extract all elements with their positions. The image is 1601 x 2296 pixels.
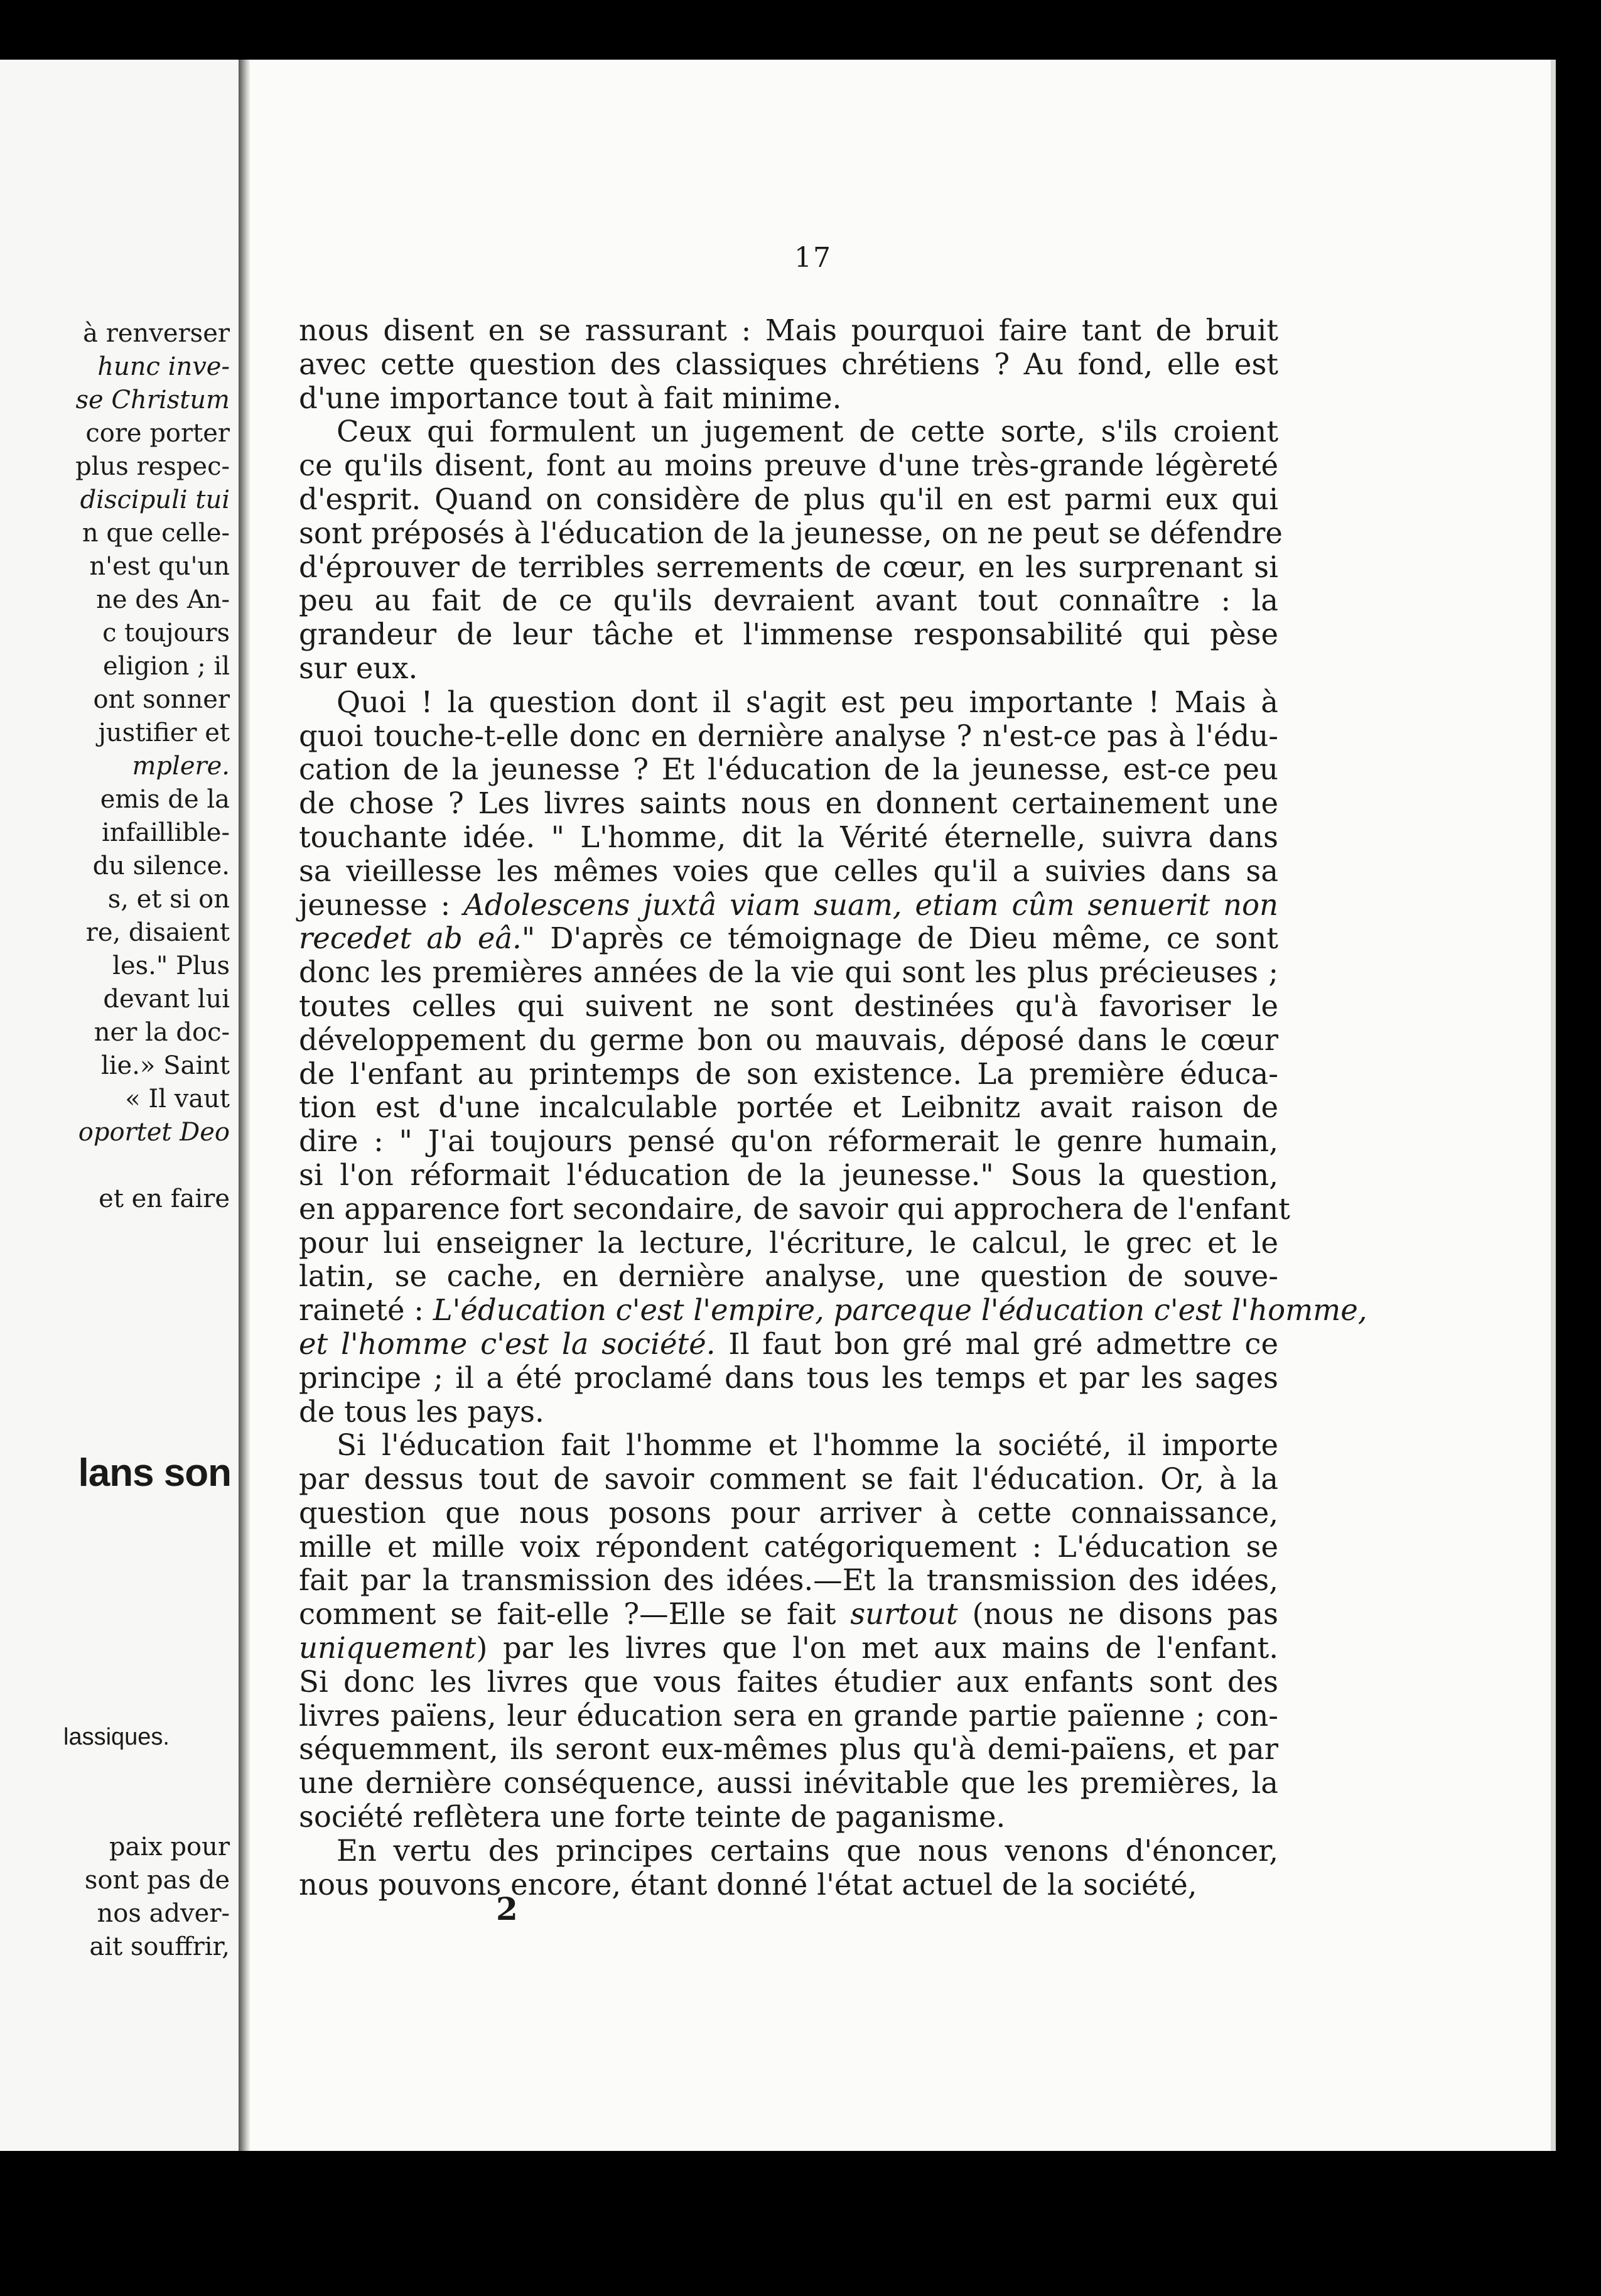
text-line: uniquement) par les livres que l'on met aux mains de l'enfant. <box>299 1631 1278 1665</box>
text-line: mille et mille voix répondent catégoriquement : L'éducation se <box>299 1529 1278 1564</box>
left-page-text-bottom <box>16 1831 230 1964</box>
text-line: recedet ab eâ." D'après ce témoignage de Dieu même, ce sont <box>299 921 1278 956</box>
signature-mark: 2 <box>496 1890 518 1927</box>
left-page-line: ne des An- <box>96 585 230 614</box>
text-line: si l'on réformait l'éducation de la jeunesse." Sous la question, <box>299 1157 1278 1192</box>
text-line: nous pouvons encore, étant donné l'état actuel de la société, <box>299 1867 1197 1902</box>
text-line: Quoi ! la question dont il s'agit est peu importante ! Mais à <box>337 685 1278 719</box>
left-page-line: n'est qu'un <box>89 552 230 581</box>
text-line: de chose ? Les livres saints nous en donnent certainement une <box>299 786 1278 821</box>
text-line: En vertu des principes certains que nous venons d'énoncer, <box>337 1833 1278 1868</box>
text-line: pour lui enseigner la lecture, l'écriture, le calcul, le grec et le <box>299 1225 1278 1260</box>
left-page-line: du silence. <box>92 852 230 880</box>
left-page-line: se Christum <box>75 386 230 414</box>
left-page-line: eligion ; il <box>103 652 230 681</box>
text-line: société reflètera une forte teinte de paganisme. <box>299 1800 1006 1834</box>
left-page-line: discipuli tui <box>80 485 230 514</box>
text-line: avec cette question des classiques chrétiens ? Au fond, elle est <box>299 347 1278 381</box>
page-number: 17 <box>794 242 832 274</box>
text-line: toutes celles qui suivent ne sont destinées qu'à favoriser le <box>299 988 1278 1023</box>
left-page-line: justifier et <box>98 718 230 747</box>
left-page-line: re, disaient <box>85 918 230 947</box>
text-line: ce qu'ils disent, font au moins preuve d'une très-grande légèreté <box>299 448 1278 483</box>
text-line: en apparence fort secondaire, de savoir qui approchera de l'enfant <box>299 1191 1290 1226</box>
left-page-line: à renverser <box>83 319 230 348</box>
left-page-line: devant lui <box>103 985 230 1014</box>
book-gutter <box>239 60 250 2151</box>
left-page-text-top <box>16 317 230 1216</box>
text-line: latin, se cache, en dernière analyse, une question de souve- <box>299 1259 1278 1294</box>
left-page-line: les." Plus <box>112 951 230 980</box>
left-page-line: ait souffrir, <box>89 1932 230 1961</box>
paragraph <box>299 414 1283 685</box>
text-line: sur eux. <box>299 651 418 685</box>
text-line: une dernière conséquence, aussi inévitable que les premières, la <box>299 1766 1278 1801</box>
text-line: par dessus tout de savoir comment se fait l'éducation. Or, à la <box>299 1462 1278 1497</box>
text-line: d'esprit. Quand on considère de plus qu'il en est parmi eux qui <box>299 482 1278 516</box>
text-line: touchante idée. " L'homme, dit la Vérité éternelle, suivra dans <box>299 820 1278 854</box>
text-line: fait par la transmission des idées.—Et la transmission des idées, <box>299 1563 1278 1598</box>
text-line: séquemment, ils seront eux-mêmes plus qu'à demi-païens, et par <box>299 1732 1278 1767</box>
left-page-line: ner la doc- <box>94 1018 230 1047</box>
text-line: peu au fait de ce qu'ils devraient avant tout connaître : la <box>299 583 1278 618</box>
paragraph <box>299 314 1278 415</box>
text-line: livres païens, leur éducation sera en grande partie païenne ; con- <box>299 1698 1278 1733</box>
left-page-heading: lans son <box>78 1451 231 1495</box>
text-line: question que nous posons pour arriver à cette connaissance, <box>299 1495 1278 1530</box>
paragraph <box>299 685 1367 1429</box>
body-text <box>299 313 1367 1902</box>
text-line: de l'enfant au printemps de son existence. La première éduca- <box>299 1056 1278 1091</box>
left-page-line: mplere. <box>132 752 230 781</box>
text-line: développement du germe bon ou mauvais, déposé dans le cœur <box>299 1022 1278 1057</box>
text-line: Ceux qui formulent un jugement de cette sorte, s'ils croient <box>337 414 1278 449</box>
left-page-line: s, et si on <box>107 885 230 914</box>
left-page-line: sont pas de <box>84 1866 230 1895</box>
text-line: Si l'éducation fait l'homme et l'homme la société, il importe <box>337 1428 1278 1463</box>
text-line: nous disent en se rassurant : Mais pourquoi faire tant de bruit <box>299 313 1278 347</box>
left-page-line: oportet Deo <box>78 1118 230 1147</box>
left-page-line: et en faire <box>99 1184 230 1213</box>
text-line: donc les premières années de la vie qui sont les plus précieuses ; <box>299 955 1278 990</box>
text-line: quoi touche-t-elle donc en dernière analyse ? n'est-ce pas à l'édu- <box>299 718 1278 753</box>
text-line: sa vieillesse les mêmes voies que celles qu'il a suivies dans sa <box>299 853 1278 888</box>
left-page-line: n que celle- <box>82 519 230 548</box>
page-edge <box>1551 60 1556 2151</box>
text-line: d'une importance tout à fait minime. <box>299 381 842 415</box>
text-line: comment se fait-elle ?—Elle se fait surtout (nous ne disons pas <box>299 1597 1278 1632</box>
left-page-line: lie.» Saint <box>100 1051 230 1080</box>
text-line: de tous les pays. <box>299 1394 544 1429</box>
text-line: principe ; il a été proclamé dans tous les temps et par les sages <box>299 1360 1278 1395</box>
left-page-line: paix pour <box>109 1833 230 1861</box>
left-page-line: plus respec- <box>75 452 230 481</box>
text-line: tion est d'une incalculable portée et Leibnitz avait raison de <box>299 1090 1278 1125</box>
left-page-line: emis de la <box>100 785 230 814</box>
paragraph <box>299 1429 1278 1834</box>
left-facing-page <box>0 60 239 2151</box>
text-line: sont préposés à l'éducation de la jeunesse, on ne peut se défendre <box>299 516 1283 550</box>
left-page-line: hunc inve- <box>97 352 230 381</box>
text-line: grandeur de leur tâche et l'immense responsabilité qui pèse <box>299 617 1278 652</box>
left-page-line: infaillible- <box>102 818 230 847</box>
text-line: d'éprouver de terribles serrements de cœur, en les surprenant si <box>299 550 1278 584</box>
text-line: et l'homme c'est la société. Il faut bon gré mal gré admettre ce <box>299 1326 1278 1361</box>
text-line: raineté : L'éducation c'est l'empire, parceque l'éducation c'est l'homme, <box>299 1293 1367 1328</box>
text-line: jeunesse : Adolescens juxtâ viam suam, etiam cûm senuerit non <box>299 887 1278 922</box>
text-line: cation de la jeunesse ? Et l'éducation de la jeunesse, est-ce peu <box>299 752 1278 787</box>
text-line: dire : " J'ai toujours pensé qu'on réformerait le genre humain, <box>299 1124 1278 1159</box>
left-page-line: « Il vaut <box>125 1085 230 1113</box>
text-line: Si donc les livres que vous faites étudier aux enfants sont des <box>299 1664 1278 1699</box>
left-page-line: c toujours <box>102 619 230 647</box>
left-page-line: nos adver- <box>97 1899 230 1928</box>
left-page-subhead: lassiques. <box>63 1724 170 1750</box>
left-page-line: ont sonner <box>93 685 230 714</box>
paragraph <box>299 1834 1278 1902</box>
left-page-line: core porter <box>85 419 230 448</box>
left-page-line <box>16 1149 230 1183</box>
